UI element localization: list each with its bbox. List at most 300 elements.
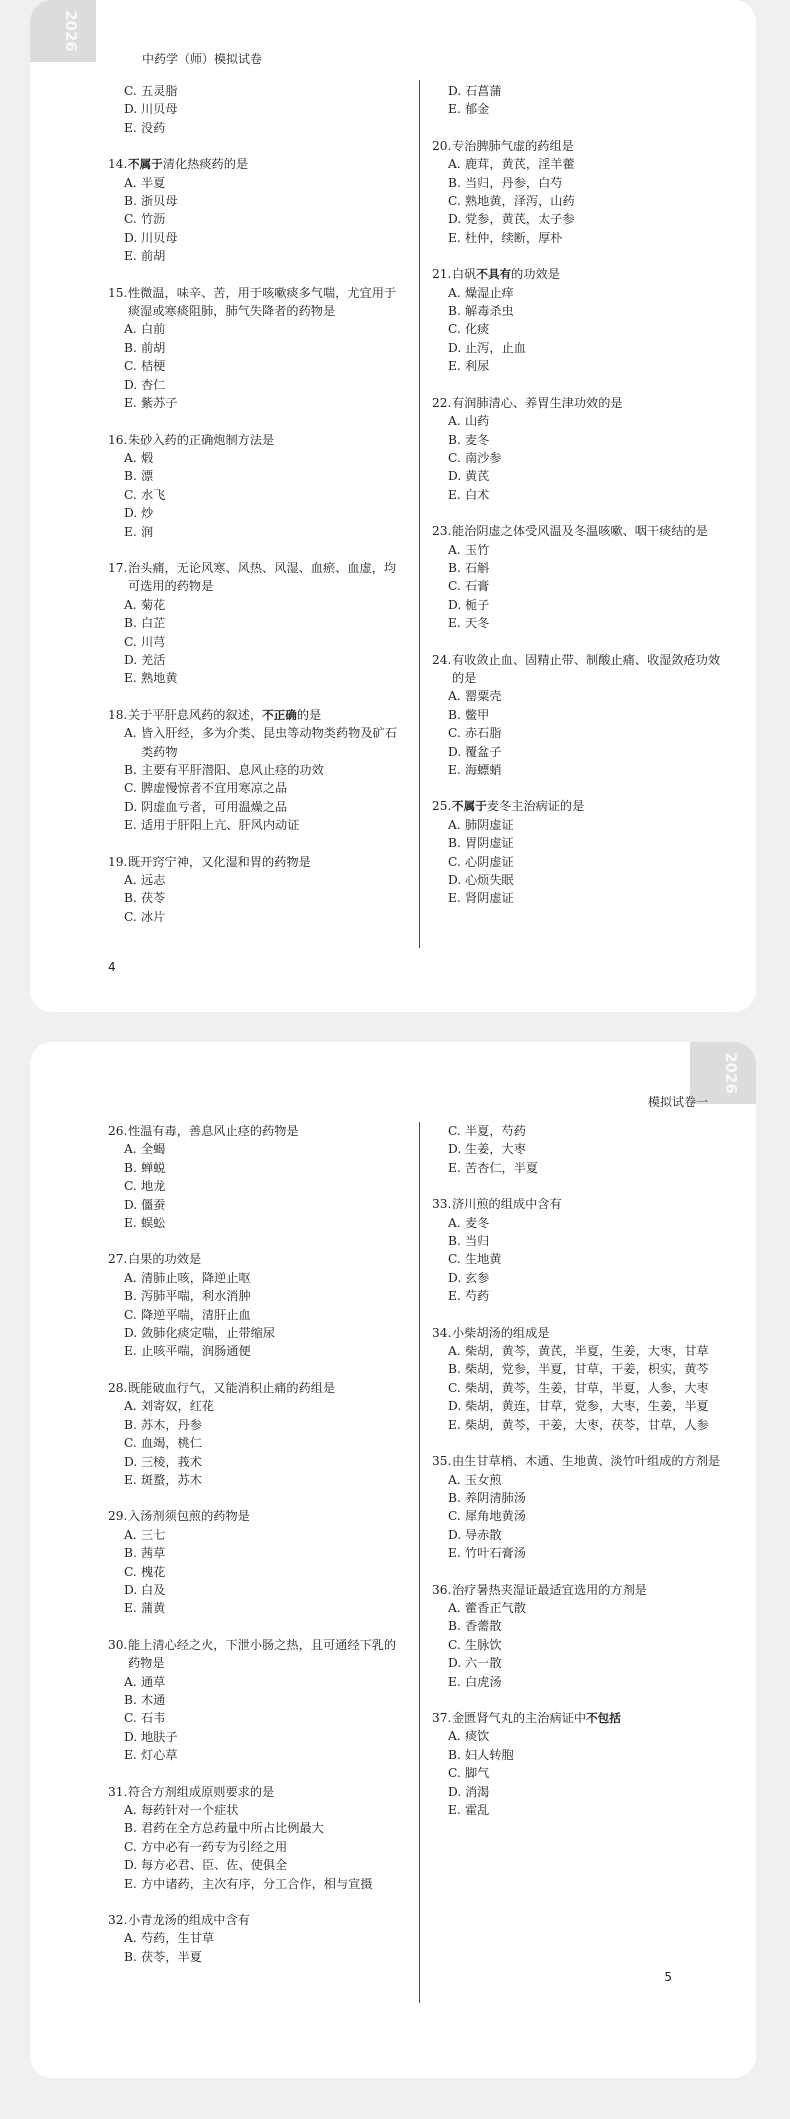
question-35	[432, 1452, 728, 1562]
option-letter: D.	[124, 1582, 138, 1597]
option-text: 川贝母	[141, 102, 178, 117]
option-text: 浙贝母	[141, 194, 178, 209]
option-text: 炒	[141, 506, 154, 521]
option-letter: C.	[448, 1509, 461, 1524]
option-text: 柴胡，黄芩，干姜，大枣，茯苓，甘草，人参	[465, 1417, 709, 1432]
option-text: 鳖甲	[465, 707, 490, 722]
option-letter: A.	[124, 1527, 137, 1542]
question-31	[108, 1783, 408, 1893]
question-text	[128, 706, 408, 724]
option-letter: B.	[124, 469, 137, 484]
question-32	[108, 1911, 408, 1966]
answer-option	[108, 1159, 408, 1177]
answer-option	[108, 1929, 408, 1947]
option-letter: D.	[124, 102, 138, 117]
option-text: 冰片	[141, 909, 166, 924]
option-text: 远志	[141, 873, 166, 888]
question-number: 28.	[108, 1380, 128, 1395]
option-letter: D.	[448, 744, 462, 759]
question-text-pre: 入汤剂须包煎的药物是	[128, 1509, 250, 1524]
option-letter: D.	[448, 469, 462, 484]
question-text-post: 麦冬主治病证的是	[486, 799, 585, 814]
option-text: 山药	[465, 414, 490, 429]
answer-option	[108, 1819, 408, 1837]
option-text: 玉竹	[465, 542, 490, 557]
option-letter: A.	[448, 1472, 461, 1487]
right-column	[432, 82, 728, 926]
option-letter: D.	[448, 1784, 462, 1799]
question-number: 20.	[432, 138, 452, 153]
question-text-pre: 白矾	[452, 267, 477, 282]
option-letter: B.	[448, 1747, 461, 1762]
question-number: 17.	[108, 560, 128, 575]
question-text	[128, 284, 408, 321]
continued-options	[432, 82, 728, 119]
question-number: 23.	[432, 524, 452, 539]
option-letter: E.	[124, 396, 137, 411]
option-letter: D.	[124, 1197, 138, 1212]
option-text: 鹿茸，黄芪，淫羊藿	[465, 157, 575, 172]
option-letter: D.	[448, 1399, 462, 1414]
question-number: 32.	[108, 1913, 128, 1928]
question-stem	[108, 284, 408, 321]
answer-option	[432, 1269, 728, 1287]
option-letter: D.	[124, 1454, 138, 1469]
option-letter: A.	[448, 414, 461, 429]
option-letter: B.	[448, 1619, 461, 1634]
question-text-pre: 性微温，味辛、苦，用于咳嗽痰多气喘，尤宜用于痰湿或寒痰阻肺，肺气失降者的药物是	[128, 285, 397, 319]
option-text: 胃阴虚证	[465, 836, 514, 851]
option-letter: E.	[124, 1472, 137, 1487]
answer-option	[432, 357, 728, 375]
option-letter: E.	[124, 1344, 137, 1359]
question-number: 21.	[432, 267, 452, 282]
answer-option	[108, 1196, 408, 1214]
question-text	[128, 1507, 408, 1525]
option-text: 柴胡，黄芩，生姜，甘草，半夏，人参，大枣	[465, 1380, 709, 1395]
answer-option	[432, 1416, 728, 1434]
option-letter: C.	[124, 909, 137, 924]
question-number: 27.	[108, 1252, 128, 1267]
answer-option	[108, 1948, 408, 1966]
option-text: 血竭，桃仁	[141, 1436, 202, 1451]
option-text: 麦冬	[465, 432, 490, 447]
option-letter: C.	[448, 1766, 461, 1781]
option-letter: E.	[124, 1216, 137, 1231]
answer-option	[432, 486, 728, 504]
question-stem	[432, 137, 728, 155]
question-number: 15.	[108, 285, 128, 300]
answer-option	[108, 633, 408, 651]
answer-option	[108, 816, 408, 834]
option-text: 三七	[141, 1527, 166, 1542]
option-letter: A.	[124, 1142, 137, 1157]
option-text: 肾阴虚证	[465, 891, 514, 906]
option-letter: E.	[124, 249, 137, 264]
option-text: 阴虚血亏者，可用温燥之品	[141, 799, 288, 814]
answer-option	[432, 871, 728, 889]
answer-option	[108, 1856, 408, 1874]
question-number: 34.	[432, 1325, 452, 1340]
option-text: 煅	[141, 450, 154, 465]
answer-option	[108, 1416, 408, 1434]
exam-page-5	[30, 1042, 756, 2078]
question-23	[432, 522, 728, 632]
option-text: 前胡	[141, 340, 166, 355]
option-letter: B.	[124, 194, 137, 209]
question-stem	[432, 1324, 728, 1342]
answer-option	[108, 908, 408, 926]
question-number: 36.	[432, 1582, 452, 1597]
page-header: 模拟试卷一	[647, 1095, 708, 1109]
option-text: 脚气	[465, 1766, 490, 1781]
answer-option	[432, 192, 728, 210]
question-text	[452, 1581, 728, 1599]
option-letter: C.	[448, 194, 461, 209]
option-text: 芍药，生甘草	[141, 1931, 215, 1946]
option-letter: A.	[448, 817, 461, 832]
question-stem	[108, 1783, 408, 1801]
answer-option	[108, 1397, 408, 1415]
option-text: 杏仁	[141, 377, 166, 392]
answer-option	[432, 1746, 728, 1764]
question-text	[452, 137, 728, 155]
option-letter: A.	[124, 1803, 137, 1817]
option-text: 当归	[465, 1234, 490, 1249]
question-stem	[108, 559, 408, 596]
option-letter: C.	[448, 854, 461, 869]
option-letter: C.	[448, 1380, 461, 1395]
option-letter: E.	[448, 1803, 461, 1817]
option-text: 导赤散	[465, 1527, 502, 1542]
option-text: 川贝母	[141, 230, 178, 245]
question-text	[128, 1911, 408, 1929]
option-letter: C.	[124, 781, 137, 796]
question-text	[452, 1324, 728, 1342]
answer-option	[432, 1379, 728, 1397]
option-letter: A.	[124, 322, 137, 337]
option-letter: E.	[448, 1417, 461, 1432]
right-column	[432, 1122, 728, 1837]
option-text: 芍药	[465, 1289, 490, 1304]
answer-option	[108, 761, 408, 779]
option-text: 方中诸药，主次有序，分工合作，相与宣摄	[141, 1876, 373, 1891]
answer-option	[108, 1526, 408, 1544]
question-text-pre: 符合方剂组成原则要求的是	[128, 1784, 275, 1799]
option-letter: D.	[124, 506, 138, 521]
option-letter: C.	[124, 487, 137, 502]
option-text: 半夏，芍药	[465, 1124, 526, 1138]
option-text: 竹沥	[141, 212, 166, 227]
question-stem	[432, 394, 728, 412]
answer-option	[432, 1397, 728, 1415]
question-text	[452, 394, 728, 412]
answer-option	[432, 1801, 728, 1819]
option-text: 栀子	[465, 597, 490, 612]
option-letter: A.	[448, 1344, 461, 1359]
answer-option	[432, 1140, 728, 1158]
option-text: 赤石脂	[465, 726, 502, 741]
answer-option	[108, 320, 408, 338]
question-stem	[432, 265, 728, 283]
option-letter: A.	[124, 175, 137, 190]
option-letter: E.	[124, 1748, 137, 1763]
answer-option	[432, 889, 728, 907]
option-letter: C.	[448, 1124, 461, 1138]
answer-option	[432, 596, 728, 614]
option-letter: E.	[448, 1160, 461, 1175]
option-letter: D.	[448, 1527, 462, 1542]
question-28	[108, 1379, 408, 1489]
option-text: 君药在全方总药量中所占比例最大	[141, 1821, 324, 1836]
question-24	[432, 651, 728, 780]
answer-option	[108, 504, 408, 522]
option-letter: B.	[448, 836, 461, 851]
option-letter: C.	[448, 579, 461, 594]
option-letter: D.	[448, 873, 462, 888]
answer-option	[432, 100, 728, 118]
option-text: 柴胡，党参，半夏，甘草，干姜，枳实，黄芩	[465, 1362, 709, 1377]
option-letter: E.	[124, 1601, 137, 1616]
option-text: 南沙参	[465, 450, 502, 465]
option-letter: E.	[124, 120, 137, 135]
answer-option	[432, 834, 728, 852]
option-letter: D.	[124, 1729, 138, 1744]
answer-option	[432, 1360, 728, 1378]
option-text: 每方必君、臣、佐、使俱全	[141, 1858, 288, 1873]
option-text: 槐花	[141, 1564, 166, 1579]
question-stem	[108, 155, 408, 173]
option-text: 刘寄奴，红花	[141, 1399, 215, 1414]
answer-option	[108, 1709, 408, 1727]
option-text: 燥湿止痒	[465, 285, 514, 300]
option-text: 灯心草	[141, 1748, 178, 1763]
question-29	[108, 1507, 408, 1617]
option-letter: B.	[124, 1692, 137, 1707]
option-letter: C.	[124, 634, 137, 649]
question-33	[432, 1195, 728, 1305]
option-text: 适用于肝阳上亢、肝风内动证	[141, 818, 300, 833]
option-text: 当归，丹参，白芍	[465, 175, 563, 190]
option-letter: E.	[448, 230, 461, 245]
answer-option	[108, 1214, 408, 1232]
option-letter: C.	[448, 322, 461, 337]
answer-option	[432, 1122, 728, 1140]
option-text: 白术	[465, 487, 490, 502]
option-text: 木通	[141, 1692, 166, 1707]
question-stem	[432, 797, 728, 815]
option-text: 羌活	[141, 652, 166, 667]
question-text-pre: 治头痛，无论风寒、风热、风湿、血瘀、血虚，均可选用的药物是	[128, 560, 397, 594]
answer-option	[108, 1563, 408, 1581]
option-text: 石膏	[465, 579, 490, 594]
option-text: 藿香正气散	[465, 1600, 526, 1615]
question-text-post: 清化热痰药的是	[162, 157, 249, 172]
option-text: 熟地黄，泽泻，山药	[465, 194, 575, 209]
question-text	[128, 1250, 408, 1268]
answer-option	[108, 1875, 408, 1893]
answer-option	[432, 339, 728, 357]
option-letter: C.	[124, 1711, 137, 1726]
option-text: 利尿	[465, 359, 490, 374]
question-text	[128, 155, 408, 173]
option-letter: A.	[448, 689, 461, 704]
question-22	[432, 394, 728, 504]
question-20	[432, 137, 728, 247]
option-letter: A.	[124, 1674, 137, 1689]
page-number: 5	[664, 1970, 672, 1984]
option-letter: D.	[124, 1858, 138, 1873]
option-text: 白及	[141, 1582, 166, 1597]
option-letter: B.	[448, 1362, 461, 1377]
answer-option	[108, 1140, 408, 1158]
question-emphasis: 不包括	[586, 1710, 621, 1725]
answer-option	[108, 210, 408, 228]
option-letter: B.	[448, 432, 461, 447]
page-number: 4	[108, 960, 116, 974]
answer-option	[432, 687, 728, 705]
answer-option	[432, 412, 728, 430]
question-18	[108, 706, 408, 835]
option-text: 竹叶石膏汤	[465, 1546, 526, 1561]
option-text: 茯苓，半夏	[141, 1949, 202, 1964]
question-21	[432, 265, 728, 375]
question-emphasis: 不具有	[476, 267, 512, 282]
answer-option	[432, 1764, 728, 1782]
question-37	[432, 1709, 728, 1819]
answer-option	[108, 467, 408, 485]
option-text: 泻肺平喘，利水消肿	[141, 1289, 251, 1304]
question-number: 24.	[432, 652, 452, 667]
option-letter: E.	[448, 1674, 461, 1689]
option-letter: A.	[124, 726, 137, 741]
option-text: 柴胡，黄连，甘草，党参，大枣，生姜，半夏	[465, 1399, 709, 1414]
question-text-pre: 朱砂入药的正确炮制方法是	[128, 432, 275, 447]
option-letter: E.	[448, 102, 461, 117]
answer-option	[108, 798, 408, 816]
option-letter: D.	[124, 799, 138, 814]
option-letter: A.	[448, 285, 461, 300]
option-text: 方中必有一药专为引经之用	[141, 1839, 288, 1854]
option-letter: B.	[124, 763, 137, 777]
answer-option	[432, 541, 728, 559]
answer-option	[432, 614, 728, 632]
option-letter: D.	[124, 652, 138, 667]
answer-option	[108, 1434, 408, 1452]
answer-option	[108, 357, 408, 375]
option-letter: D.	[448, 1656, 462, 1671]
option-text: 脾虚慢惊者不宜用寒凉之品	[141, 781, 288, 796]
answer-option	[108, 100, 408, 118]
question-number: 31.	[108, 1784, 128, 1799]
answer-option	[432, 302, 728, 320]
left-column	[108, 82, 408, 944]
option-text: 化痰	[465, 322, 490, 337]
option-text: 桔梗	[141, 359, 166, 374]
option-letter: B.	[448, 175, 461, 190]
option-text: 麦冬	[465, 1215, 490, 1230]
answer-option	[432, 1489, 728, 1507]
option-text: 心烦失眠	[465, 873, 514, 888]
answer-option	[432, 1214, 728, 1232]
option-text: 每药针对一个症状	[141, 1803, 239, 1817]
option-text: 皆入肝经，多为介类、昆虫等动物类药物及矿石类药物	[141, 726, 397, 759]
year-tab-label: 2026	[721, 1052, 740, 1094]
option-letter: A.	[448, 157, 461, 172]
option-letter: E.	[124, 671, 137, 686]
answer-option	[432, 761, 728, 779]
answer-option	[108, 1599, 408, 1617]
option-letter: D.	[448, 597, 462, 612]
option-text: 石韦	[141, 1711, 166, 1726]
answer-option	[108, 229, 408, 247]
answer-option	[108, 174, 408, 192]
question-text	[128, 1379, 408, 1397]
question-text-pre: 能治阴虚之体受风温及冬温咳嗽、咽干痰结的是	[452, 524, 708, 539]
answer-option	[432, 174, 728, 192]
question-number: 30.	[108, 1637, 128, 1652]
option-letter: A.	[124, 873, 137, 888]
question-number: 35.	[432, 1454, 452, 1469]
option-letter: D.	[448, 1142, 462, 1157]
answer-option	[432, 1636, 728, 1654]
question-stem	[108, 1122, 408, 1140]
left-column	[108, 1122, 408, 1984]
question-stem	[108, 1250, 408, 1268]
question-number: 37.	[432, 1710, 452, 1725]
question-text-post: 的功效是	[511, 267, 560, 282]
question-19	[108, 853, 408, 927]
question-text-post: 的是	[296, 707, 322, 722]
option-text: 痰饮	[465, 1729, 490, 1744]
option-text: 三棱，莪术	[141, 1454, 202, 1469]
option-text: 菊花	[141, 597, 166, 612]
option-letter: B.	[124, 1821, 137, 1836]
question-text-pre: 治疗暑热夹湿证最适宜选用的方剂是	[452, 1582, 647, 1597]
option-text: 清肺止咳，降逆止呕	[141, 1270, 251, 1285]
option-text: 紫苏子	[141, 396, 178, 411]
question-text-pre: 专治脾肺气虚的药组是	[452, 138, 574, 153]
answer-option	[432, 467, 728, 485]
year-tab-label: 2026	[61, 10, 80, 52]
option-text: 白虎汤	[465, 1674, 502, 1689]
question-text-pre: 有收敛止血、固精止带、制酸止痛、收湿敛疮功效的是	[452, 652, 721, 685]
option-letter: A.	[124, 1931, 137, 1946]
option-letter: B.	[124, 340, 137, 355]
question-stem	[108, 431, 408, 449]
option-text: 党参，黄芪，太子参	[465, 212, 575, 227]
question-17	[108, 559, 408, 688]
question-text-pre: 小青龙汤的组成中含有	[128, 1913, 250, 1928]
option-text: 主要有平肝潜阳、息风止痉的功效	[141, 763, 324, 777]
answer-option	[432, 1342, 728, 1360]
question-text-pre: 白果的功效是	[128, 1252, 202, 1267]
option-text: 海螵蛸	[465, 763, 502, 777]
question-text	[128, 431, 408, 449]
answer-option	[108, 1324, 408, 1342]
option-text: 石斛	[465, 560, 490, 575]
question-text	[452, 522, 728, 540]
answer-option	[108, 669, 408, 687]
answer-option	[108, 871, 408, 889]
option-text: 香薷散	[465, 1619, 502, 1634]
answer-option	[108, 1801, 408, 1819]
option-letter: E.	[448, 359, 461, 374]
option-letter: A.	[124, 1270, 137, 1285]
answer-option	[432, 1654, 728, 1672]
option-text: 熟地黄	[141, 671, 178, 686]
answer-option	[432, 1471, 728, 1489]
